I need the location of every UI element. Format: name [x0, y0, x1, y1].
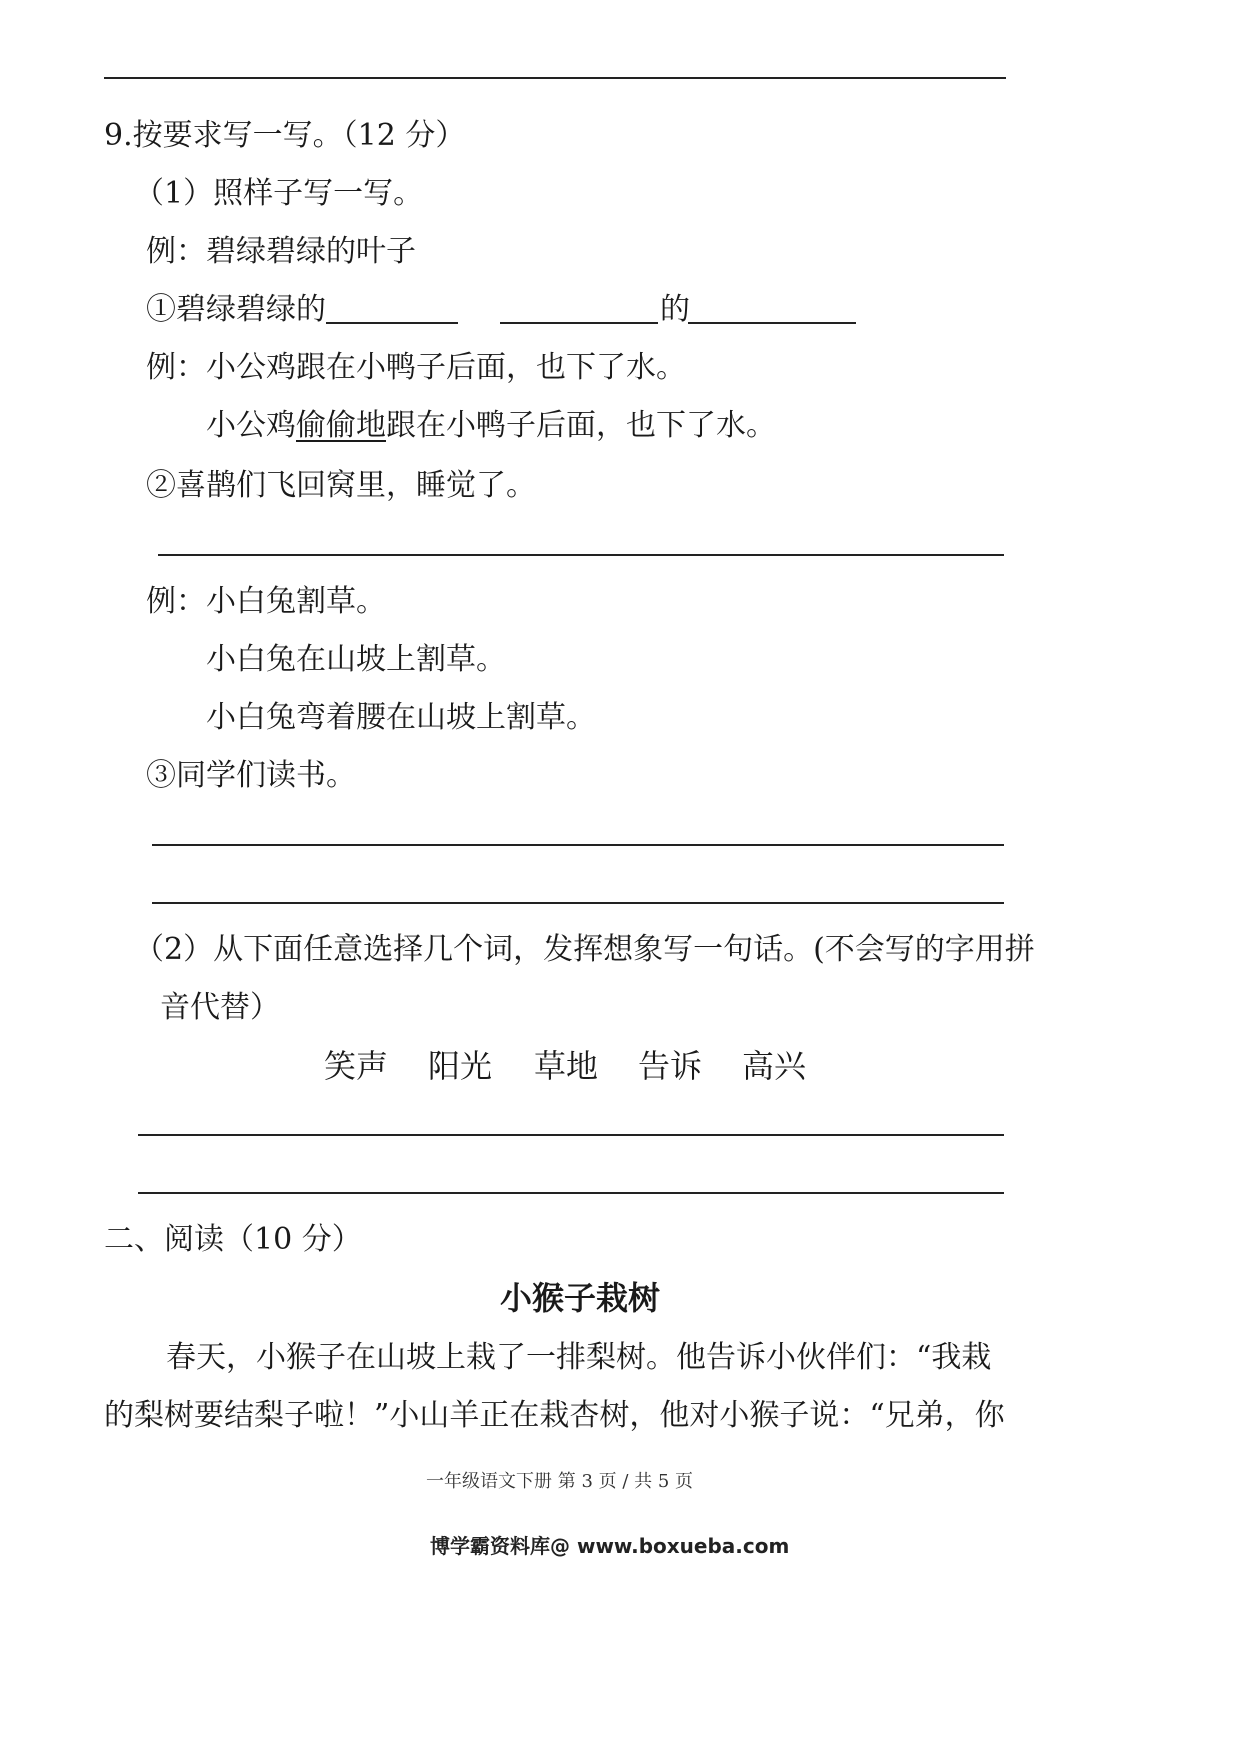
reading-paragraph-line-1: 春天，小猴子在山坡上栽了一排梨树。他告诉小伙伴们：“我栽: [166, 1340, 992, 1375]
example-2-subject: 小公鸡: [206, 408, 296, 443]
question-heading: 9.按要求写一写。（12 分）: [104, 118, 466, 153]
section-2-heading: 二、阅读（10 分）: [104, 1222, 362, 1257]
answer-blank-2[interactable]: [500, 322, 658, 324]
page-footer: 一年级语文下册 第 3 页 / 共 5 页: [426, 1471, 694, 1492]
word-option: 阳光: [428, 1047, 493, 1085]
item-3: ③同学们读书。: [146, 758, 356, 793]
example-3-line-2: 小白兔在山坡上割草。: [206, 642, 506, 677]
answer-line-part2b[interactable]: [138, 1192, 1004, 1194]
reading-title: 小猴子栽树: [500, 1279, 661, 1317]
watermark: 博学霸资料库@ www.boxueba.com: [430, 1534, 790, 1558]
example-2-line-2: [206, 406, 776, 446]
part2-instruction-line-1: （2）从下面任意选择几个词，发挥想象写一句话。(不会写的字用拼: [134, 932, 1035, 967]
example-2-rest: 跟在小鸭子后面，也下了水。: [386, 408, 776, 443]
word-option: 高兴: [742, 1047, 807, 1085]
example-2-underlined-word: 偷偷地: [296, 408, 386, 443]
part1-instruction: （1）照样子写一写。: [134, 176, 424, 211]
answer-blank-3[interactable]: [688, 322, 856, 324]
top-rule: [104, 77, 1006, 79]
word-option: 告诉: [638, 1047, 703, 1085]
answer-line-item-3a[interactable]: [152, 844, 1004, 846]
item-1-text-b: 的: [660, 292, 690, 327]
answer-line-part2a[interactable]: [138, 1134, 1004, 1136]
example-2-line-1: 例：小公鸡跟在小鸭子后面，也下了水。: [146, 350, 686, 385]
reading-paragraph-line-2: 的梨树要结梨子啦！”小山羊正在栽杏树，他对小猴子说：“兄弟，你: [104, 1398, 1005, 1433]
item-1-text-a: ①碧绿碧绿的: [146, 292, 326, 327]
part2-instruction-line-2: 音代替）: [160, 990, 280, 1025]
example-3-line-1: 例：小白兔割草。: [146, 584, 386, 619]
example-1: 例：碧绿碧绿的叶子: [146, 234, 416, 269]
item-2: ②喜鹊们飞回窝里，睡觉了。: [146, 468, 536, 503]
answer-blank-1[interactable]: [326, 322, 458, 324]
answer-line-item-2[interactable]: [158, 554, 1004, 556]
word-option: 草地: [534, 1047, 599, 1085]
example-3-line-3: 小白兔弯着腰在山坡上割草。: [206, 700, 596, 735]
word-option: 笑声: [324, 1047, 389, 1085]
answer-line-item-3b[interactable]: [152, 902, 1004, 904]
